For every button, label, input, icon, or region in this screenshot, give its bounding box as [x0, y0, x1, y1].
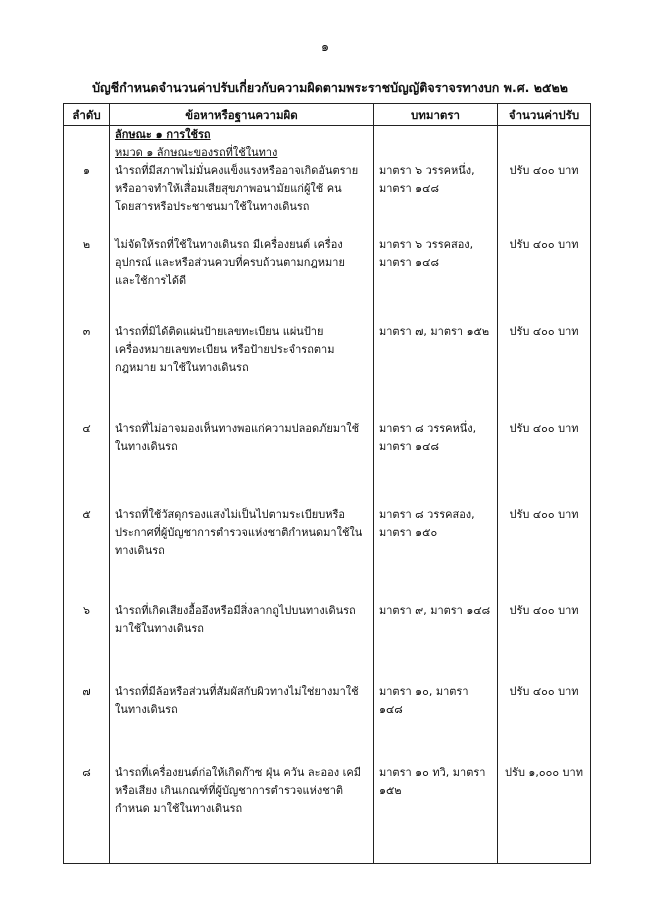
row-number: ๒ — [64, 236, 110, 323]
offense-cell: ไม่จัดให้รถที่ใช้ในทางเดินรถ มีเครื่องยนต์ เครื่องอุปกรณ์ และหรือส่วนควบที่ครบถ้วนตามกฎหมาย และใช้การได้ดี — [110, 236, 374, 323]
fine-cell: ปรับ ๔๐๐ บาท — [498, 602, 591, 683]
fine-cell: ปรับ ๔๐๐ บาท — [498, 506, 591, 602]
section-heading: ลักษณะ ๑ การใช้รถ — [115, 128, 211, 141]
header-offense: ข้อหาหรือฐานความผิด — [110, 104, 374, 126]
section-cell: มาตรา ๘ วรรคสอง, มาตรา ๑๕๐ — [374, 506, 498, 602]
section-cell: มาตรา ๗, มาตรา ๑๕๒ — [374, 323, 498, 420]
offense-cell: นำรถที่เกิดเสียงอื้ออึงหรือมีสิ่งลากถูไปบนทางเดินรถมาใช้ในทางเดินรถ — [110, 602, 374, 683]
fine-cell: ปรับ ๔๐๐ บาท — [498, 683, 591, 764]
row-number: ๘ — [64, 764, 110, 864]
section-cell — [374, 126, 498, 236]
header-section: บทมาตรา — [374, 104, 498, 126]
offense-cell: นำรถที่ใช้วัสดุกรองแสงไม่เป็นไปตามระเบียบหรือประกาศที่ผู้บัญชาการตำรวจแห่งชาติกำหนดมาใช้ในทางเดินรถ — [110, 506, 374, 602]
table-row — [64, 236, 591, 323]
row-number-text: ๑ — [83, 164, 90, 177]
offense-cell: นำรถที่มีล้อหรือส่วนที่สัมผัสกับผิวทางไม่ใช่ยางมาใช้ในทางเดินรถ — [110, 683, 374, 764]
table-row — [64, 323, 591, 420]
fine-cell — [498, 126, 591, 236]
section-text: มาตรา ๖ วรรคหนึ่ง, มาตรา ๑๔๘ — [379, 164, 475, 195]
header-fine: จำนวนค่าปรับ — [498, 104, 591, 126]
section-cell: มาตรา ๑๐, มาตรา ๑๔๘ — [374, 683, 498, 764]
table-row — [64, 764, 591, 864]
fine-text: ปรับ ๔๐๐ บาท — [509, 164, 579, 177]
section-cell: มาตรา ๑๐ ทวิ, มาตรา ๑๕๒ — [374, 764, 498, 864]
section-cell: มาตรา ๙, มาตรา ๑๔๘ — [374, 602, 498, 683]
table-row — [64, 683, 591, 764]
row-number: ๓ — [64, 323, 110, 420]
offense-text: นำรถที่มีสภาพไม่มั่นคงแข็งแรงหรืออาจเกิดอันตราย หรืออาจทำให้เสื่อมเสียสุขภาพอนามัยแก่ผู้ใช้ คนโดยสารหรือประชาชนมาใช้ในทางเดินรถ — [115, 164, 359, 213]
fine-cell: ปรับ ๑,๐๐๐ บาท — [498, 764, 591, 864]
fine-cell: ปรับ ๔๐๐ บาท — [498, 420, 591, 506]
offense-cell: นำรถที่ไม่อาจมองเห็นทางพอแก่ความปลอดภัยมาใช้ในทางเดินรถ — [110, 420, 374, 506]
row-number: ๗ — [64, 683, 110, 764]
table-header-row — [64, 104, 591, 126]
table-row — [64, 506, 591, 602]
row-number — [64, 126, 110, 236]
fine-cell: ปรับ ๔๐๐ บาท — [498, 236, 591, 323]
chapter-heading: หมวด ๑ ลักษณะของรถที่ใช้ในทาง — [115, 146, 278, 159]
offense-cell: นำรถที่มิได้ติดแผ่นป้ายเลขทะเบียน แผ่นป้าย เครื่องหมายเลขทะเบียน หรือป้ายประจำรถตามกฎหมาย มาใช้ในทางเดินรถ — [110, 323, 374, 420]
row-number: ๔ — [64, 420, 110, 506]
header-order: ลำดับ — [64, 104, 110, 126]
section-cell: มาตรา ๘ วรรคหนึ่ง, มาตรา ๑๔๘ — [374, 420, 498, 506]
table-row — [64, 126, 591, 236]
row-number: ๖ — [64, 602, 110, 683]
section-cell: มาตรา ๖ วรรคสอง, มาตรา ๑๔๘ — [374, 236, 498, 323]
table-row — [64, 420, 591, 506]
offense-cell — [110, 126, 374, 236]
fine-cell: ปรับ ๔๐๐ บาท — [498, 323, 591, 420]
row-number: ๕ — [64, 506, 110, 602]
page-number: ๑ — [320, 40, 330, 55]
fine-schedule-table — [63, 103, 591, 864]
table-row — [64, 602, 591, 683]
offense-cell: นำรถที่เครื่องยนต์ก่อให้เกิดก๊าซ ฝุ่น ควัน ละออง เคมี หรือเสียง เกินเกณฑ์ที่ผู้บัญชาการตำรวจแห่งชาติกำหนด มาใช้ในทางเดินรถ — [110, 764, 374, 864]
document-title: บัญชีกำหนดจำนวนค่าปรับเกี่ยวกับความผิดตามพระราชบัญญัติจราจรทางบก พ.ศ. ๒๕๒๒ — [92, 80, 568, 95]
